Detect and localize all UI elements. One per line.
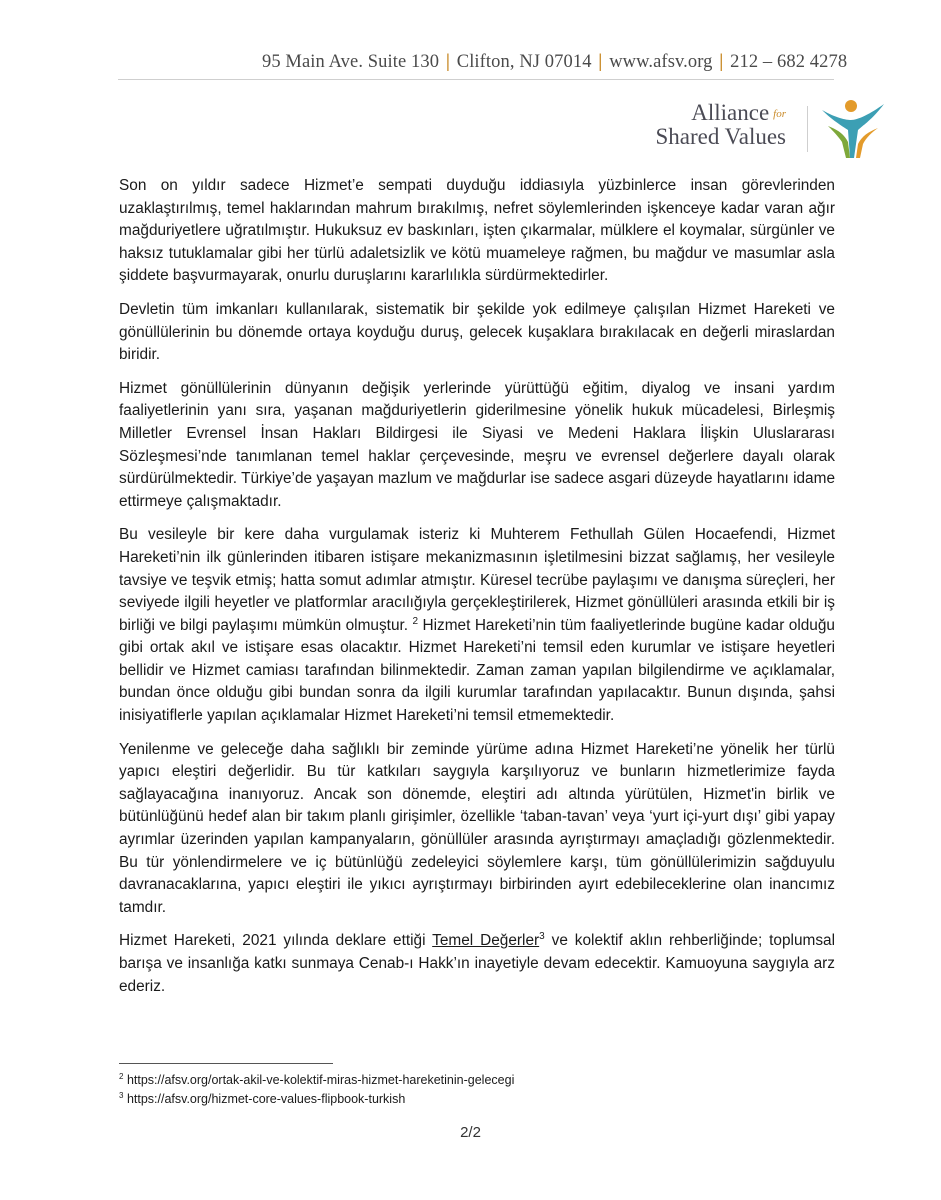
logo-line2: Shared Values [655, 124, 786, 149]
paragraph-6 [119, 930, 835, 998]
header-divider [118, 79, 834, 80]
logo-line1: Alliance [691, 100, 770, 125]
letterhead-contact [262, 52, 848, 73]
paragraph-4-part-a: Bu vesileyle bir kere daha vurgulamak isteriz ki Muhterem Fethullah Gülen Hocaefendi, Hizmet Hareketi’nin ilk günlerinden itibaren istişare mekanizmasının işletilmesini bizzat sağlamış, her vesileyle tavsiye ve teşvik etmiş; hatta somut adımlar atmıştır. Küresel tecrübe paylaşımı ve danışma süreçleri, her seviyede ilgili heyetler ve platformlar aracılığıyla gerçekleştirilerek, Hizmet gönüllüleri arasında etkili bir iş birliği ve bilgi paylaşımı mümkün olmuştur. [119, 526, 835, 634]
footnote-ref-2: 2 [412, 615, 419, 627]
separator: | [598, 52, 603, 72]
alliance-logo [640, 96, 890, 166]
footnote-divider [119, 1063, 333, 1064]
footnote-3 [119, 1090, 514, 1109]
logo-divider [807, 106, 808, 152]
paragraph-6-part-a: Hizmet Hareketi, 2021 yılında deklare ettiği [119, 932, 426, 950]
paragraph-4-part-b: Hizmet Hareketi’nin tüm faaliyetlerinde bugüne kadar olduğu gibi ortak akıl ve istişare esas olacaktır. Hizmet Hareketi’ni temsil eden kurumlar ve istişare heyetleri bellidir ve Hizmet camiası tarafından bilinmektedir. Zaman zaman yapılan bilgilendirme ve açıklamalar, bundan önce olduğu gibi bundan sonra da ilgili kurumlar tarafından yapılacaktır. Bunun dışında, şahsi inisiyatiflerle yapılan açıklamalar Hizmet Hareketi’ni temsil etmemektedir. [119, 616, 835, 725]
address: 95 Main Ave. Suite 130 [262, 52, 440, 72]
logo-wordmark [655, 102, 786, 147]
paragraph-5: Yenilenme ve geleceğe daha sağlıklı bir zeminde yürüme adına Hizmet Hareketi’ne yönelik her türlü yapıcı eleştiri değerlidir. Bu tür katkıları saygıyla karşılıyoruz ve bunların hizmetlerimize fayda sağlayacağına inanıyoruz. Ancak son dönemde, eleştiri adı altında yürütülen, Hizmet'in birlik ve bütünlüğünü hedef alan bir takım planlı girişimler, özellikle ‘taban-tavan’ veya ‘yurt içi-yurt dışı’ gibi yapay ayrımlar üzerinden yapılan kampanyaların, gönüllüler arasında ayrıştırmayı amaçladığı gözlenmektedir. Bu tür yönlendirmelere ve iç bütünlüğü zedeleyici söylemlere karşı, tüm gönüllülerimizin sağduyulu davranacaklarına, yapıcı eleştiri ile yıkıcı ayrıştırmayı birbirinden ayırt edebileceklerine olan inancımız tamdır. [119, 740, 835, 916]
paragraph-3: Hizmet gönüllülerinin dünyanın değişik yerlerinde yürüttüğü eğitim, diyalog ve insani yardım faaliyetlerinin yanı sıra, yaşanan mağduriyetlerin giderilmesine yönelik hukuk mücadelesi, Birleşmiş Milletler Evrensel İnsan Hakları Bildirgesi ile Siyasi ve Medeni Haklara İlişkin Uluslararası Sözleşmesi’nde tanımlanan temel haklar çerçevesinde, meşru ve evrensel değerlere dayalı olarak sürdürülmektedir. Türkiye’de yaşayan mazlum ve mağdurlar ise sadece asgari düzeyde hayatlarını idame ettirmeye çalışmaktadır. [119, 379, 835, 510]
footnote-ref-3: 3 [539, 931, 545, 943]
paragraph-6-part-b: ve kolektif aklın rehberliğinde; toplumsal barışa ve insanlığa katkı sunmaya Cenab-ı Hakk’ın inayetiyle devam edecektir. Kamuoyuna saygıyla arz ederiz. [119, 932, 836, 995]
city: Clifton, NJ 07014 [456, 52, 592, 72]
paragraph-2: Devletin tüm imkanları kullanılarak, sistematik bir şekilde yok edilmeye çalışılan Hizmet Hareketi ve gönüllülerinin bu dönemde ortaya koyduğu duruş, gelecek kuşaklara bırakılacak en değerli miraslardan biridir. [119, 300, 835, 364]
footnote-number: 2 [119, 1071, 124, 1081]
footnotes [119, 1071, 514, 1109]
phone: 212 – 682 4278 [730, 52, 848, 72]
letter-body [119, 175, 835, 1009]
footnote-2 [119, 1071, 514, 1090]
footnote-number: 3 [119, 1090, 124, 1100]
footnote-url[interactable]: https://afsv.org/hizmet-core-values-flipbook-turkish [126, 1092, 406, 1106]
logo-for: for [773, 108, 786, 120]
separator: | [445, 52, 451, 72]
page-number: 2/2 [460, 1124, 481, 1141]
website: www.afsv.org [609, 52, 713, 72]
separator: | [719, 52, 724, 72]
temel-degerler-link[interactable]: Temel Değerler [432, 932, 540, 950]
paragraph-4 [119, 524, 835, 727]
people-icon [818, 96, 888, 164]
footnote-url[interactable]: https://afsv.org/ortak-akil-ve-kolektif-miras-hizmet-hareketinin-gelecegi [126, 1073, 515, 1087]
paragraph-1: Son on yıldır sadece Hizmet’e sempati duyduğu iddiasıyla yüzbinlerce insan görevlerinden uzaklaştırılmış, temel haklarından mahrum bırakılmış, nefret söylemlerinden işkenceye kadar varan ağır mağduriyetlere uğratılmıştır. Hukuksuz ev baskınları, işten çıkarmalar, mülklere el koymalar, sürgünler ve haksız tutuklamalar gibi her türlü adaletsizlik ve kötü muameleye rağmen, bu mağdur ve masumlar asla şiddete başvurmayarak, onurlu duruşlarını kararlılıkla sürdürmektedirler. [119, 177, 835, 285]
